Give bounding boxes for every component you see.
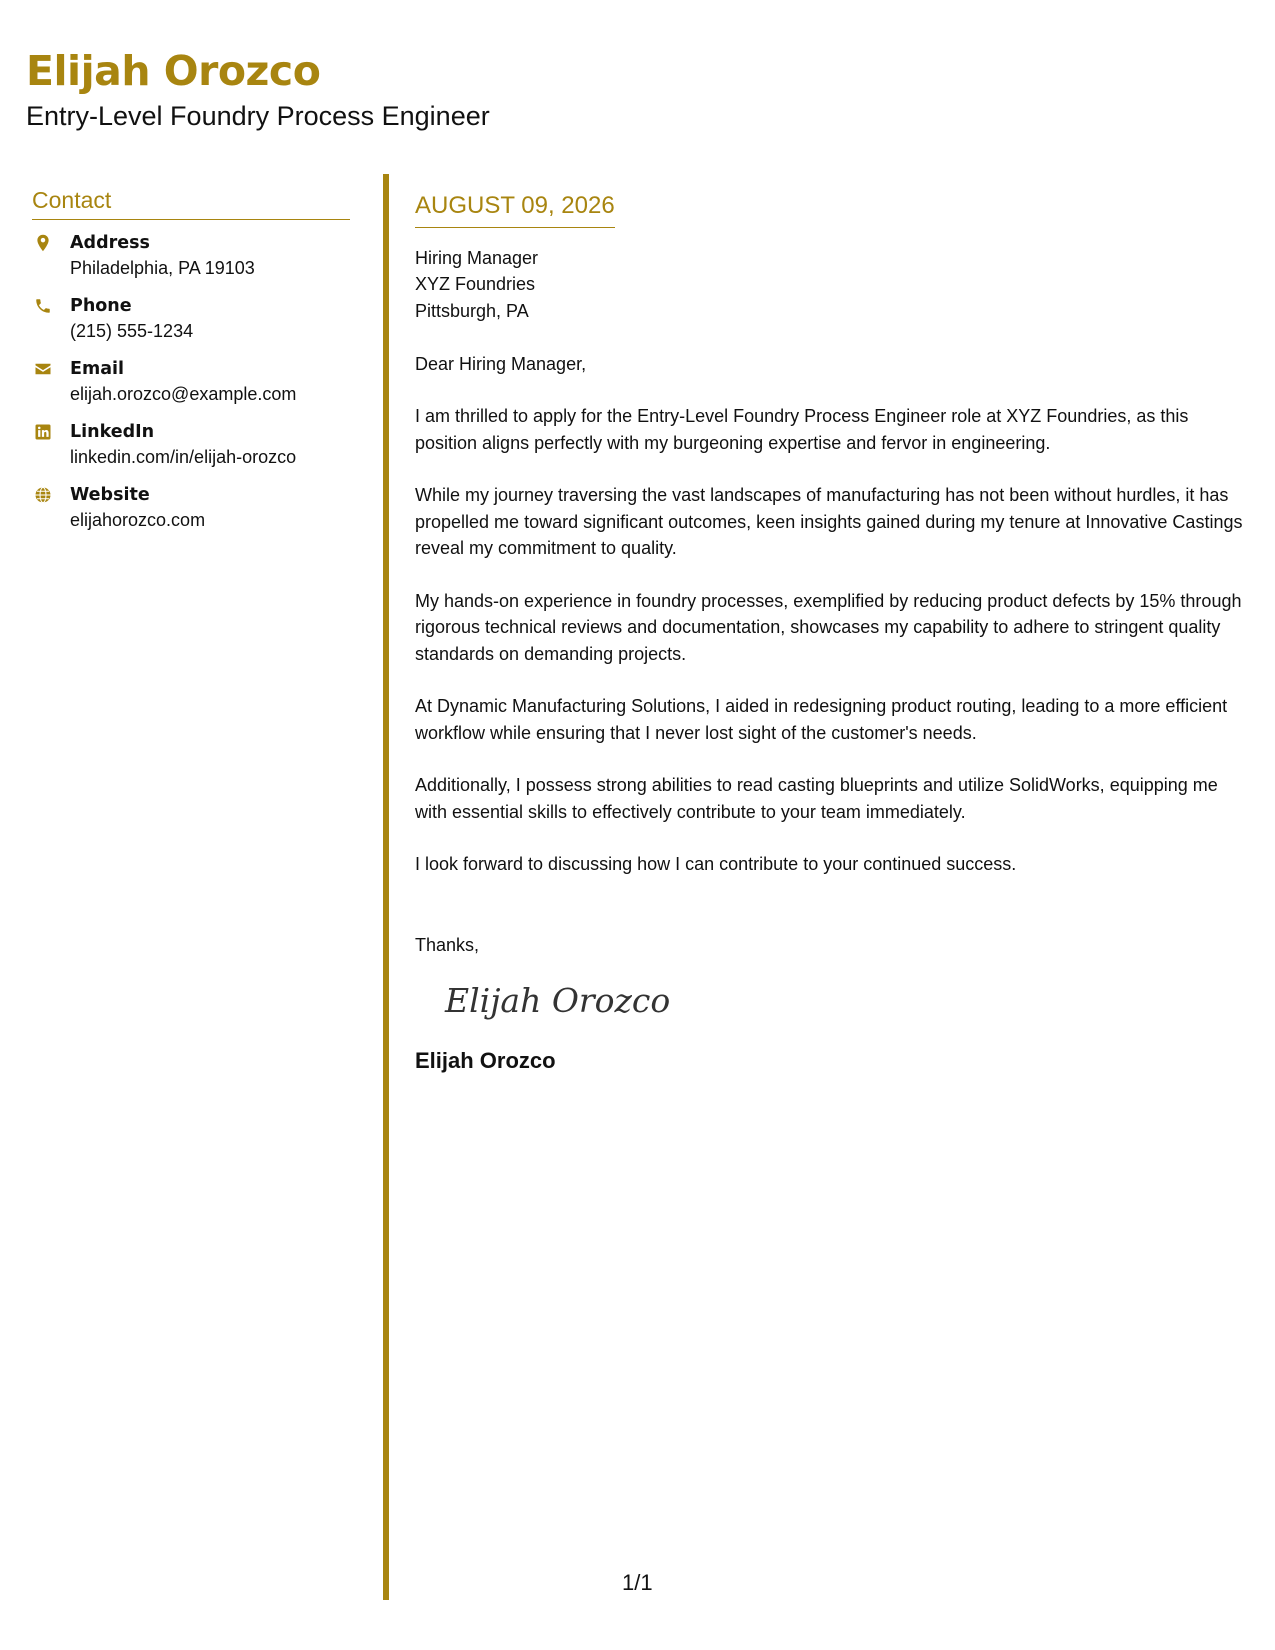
recipient-name: Hiring Manager (415, 247, 539, 268)
signer-name: Elijah Orozco (415, 1047, 556, 1073)
contact-label: Email (70, 358, 124, 379)
letter-paragraph: I look forward to discussing how I can contribute to your continued success. (415, 854, 1017, 875)
letter-paragraph: At Dynamic Manufacturing Solutions, I aided in redesigning product routing, leading to a more efficient workflow while ensuring that I never lost sight of the customer's needs. (415, 696, 1228, 743)
contact-label: Website (70, 484, 150, 505)
letter-paragraph: While my journey traversing the vast landscapes of manufacturing has not been without hurdles, it has propelled me toward significant outcomes, keen insights gained during my tenure at Innovative Castings reveal my commitment to quality. (415, 485, 1243, 559)
closing: Thanks, (415, 934, 480, 955)
contact-item-email (32, 354, 350, 417)
website-value[interactable]: elijahorozco.com (70, 509, 206, 530)
contact-label: Phone (70, 295, 132, 316)
contact-label: LinkedIn (70, 421, 155, 442)
column-divider (383, 174, 389, 1600)
map-pin-icon (34, 234, 52, 252)
letter-body (415, 192, 1245, 1074)
letter-paragraph: Additionally, I possess strong abilities to read casting blueprints and utilize SolidWorks, equipping me with essential skills to effectively contribute to your team immediately. (415, 775, 1218, 822)
contact-item-linkedin (32, 417, 350, 480)
letter-date: AUGUST 09, 2026 (415, 192, 615, 228)
recipient-company: XYZ Foundries (415, 274, 536, 295)
email-value[interactable]: elijah.orozco@example.com (70, 383, 297, 404)
candidate-name: Elijah Orozco (26, 47, 321, 95)
letter-paragraph: My hands-on experience in foundry processes, exemplified by reducing product defects by 15% through rigorous technical reviews and documentation, showcases my capability to adhere to stringent quality standards on demanding projects. (415, 590, 1242, 664)
contact-item-website (32, 480, 350, 543)
recipient-location: Pittsburgh, PA (415, 300, 529, 321)
handwritten-signature (443, 976, 671, 1026)
signature-text: Elijah Orozco (445, 980, 671, 1020)
contact-label: Address (70, 232, 150, 253)
contact-heading: Contact (32, 187, 350, 220)
linkedin-value[interactable]: linkedin.com/in/elijah-orozco (70, 446, 297, 467)
recipient-block (415, 245, 1245, 325)
linkedin-icon (34, 423, 52, 441)
contact-sidebar (32, 187, 350, 543)
contact-list (32, 228, 350, 543)
letter-paragraph: I am thrilled to apply for the Entry-Level Foundry Process Engineer role at XYZ Foundries, as this position aligns perfectly with my burgeoning expertise and fervor in engineering. (415, 406, 1189, 453)
salutation: Dear Hiring Manager, (415, 354, 587, 375)
globe-icon (34, 486, 52, 504)
page-number: 1/1 (622, 1570, 653, 1595)
address-value: Philadelphia, PA 19103 (70, 257, 255, 278)
contact-item-phone (32, 291, 350, 354)
job-title: Entry-Level Foundry Process Engineer (26, 101, 490, 131)
contact-item-address (32, 228, 350, 291)
phone-value: (215) 555-1234 (70, 320, 194, 341)
envelope-icon (34, 360, 52, 378)
phone-icon (34, 297, 52, 315)
